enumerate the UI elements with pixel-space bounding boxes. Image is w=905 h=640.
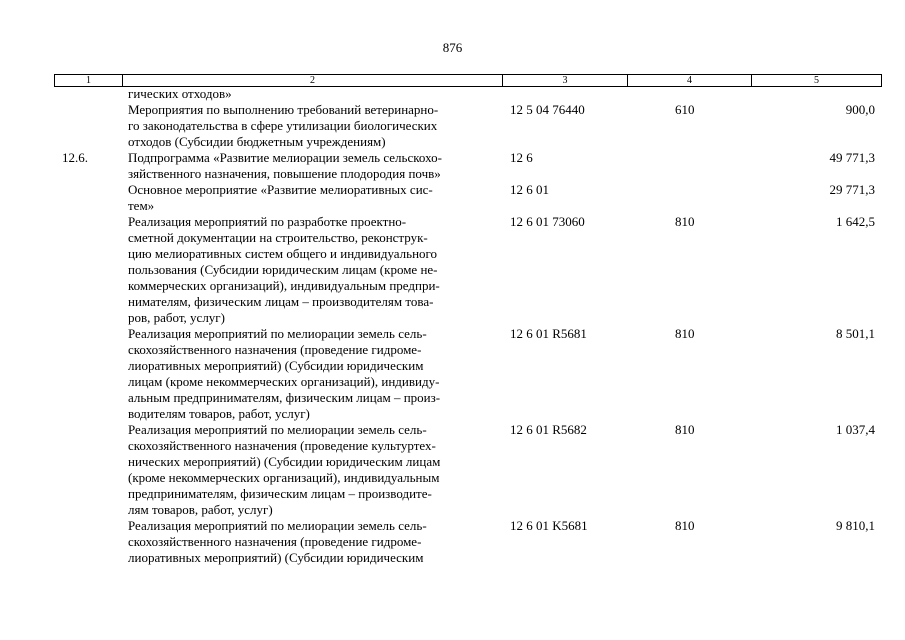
row-code <box>502 86 627 102</box>
row-expense-type <box>627 86 751 102</box>
row-amount: 1 642,5 <box>836 214 875 229</box>
row-amount: 8 501,1 <box>836 326 875 341</box>
description-line: Мероприятия по выполнению требований ветеринарно- <box>128 102 439 117</box>
row-number <box>54 102 122 150</box>
description-line: цию мелиоративных систем общего и индивидуального <box>128 246 438 261</box>
row-description <box>122 150 502 182</box>
row-code: 12 6 01 <box>510 182 549 197</box>
column-header-3: 3 <box>503 75 628 87</box>
table-row <box>54 182 881 214</box>
description-line: (кроме некоммерческих организаций), индивидуальным <box>128 470 440 485</box>
row-description <box>122 86 502 102</box>
row-amount: 49 771,3 <box>829 150 875 165</box>
row-expense-type: 810 <box>675 518 695 533</box>
row-code: 12 5 04 76440 <box>510 102 585 117</box>
column-header-row <box>55 75 882 87</box>
description-line: скохозяйственного назначения (проведение культуртех- <box>128 438 436 453</box>
row-amount: 900,0 <box>845 102 875 117</box>
description-line: тем» <box>128 198 155 213</box>
description-line: Реализация мероприятий по мелиорации земель сель- <box>128 326 427 341</box>
description-line: водителям товаров, работ, услуг) <box>128 406 310 421</box>
description-line: ров, работ, услуг) <box>128 310 225 325</box>
row-number <box>54 518 122 566</box>
row-expense-type: 610 <box>675 102 695 117</box>
table-row <box>54 214 881 326</box>
description-line: Подпрограмма «Развитие мелиорации земель сельскохо- <box>128 150 442 165</box>
row-amount: 9 810,1 <box>836 518 875 533</box>
description-line: Реализация мероприятий по мелиорации земель сель- <box>128 518 427 533</box>
table-row <box>54 422 881 518</box>
row-number <box>54 214 122 326</box>
row-code: 12 6 01 73060 <box>510 214 585 229</box>
row-code: 12 6 <box>510 150 533 165</box>
description-line: сметной документации на строительство, реконструк- <box>128 230 428 245</box>
description-line: скохозяйственного назначения (проведение гидроме- <box>128 342 422 357</box>
row-description <box>122 182 502 214</box>
row-number <box>54 326 122 422</box>
row-expense-type: 810 <box>675 326 695 341</box>
column-header-1: 1 <box>55 75 123 87</box>
description-line: Реализация мероприятий по разработке проектно- <box>128 214 407 229</box>
row-description <box>122 326 502 422</box>
description-line: коммерческих организаций), индивидуальным предпри- <box>128 278 440 293</box>
description-line: гических отходов» <box>128 86 232 101</box>
table-row <box>54 518 881 566</box>
table-row <box>54 150 881 182</box>
description-line: пользования (Субсидии юридическим лицам (кроме не- <box>128 262 438 277</box>
row-code: 12 6 01 R5682 <box>510 422 587 437</box>
row-amount: 1 037,4 <box>836 422 875 437</box>
row-number <box>54 182 122 214</box>
row-code: 12 6 01 R5681 <box>510 326 587 341</box>
budget-table <box>54 86 881 566</box>
description-line: лицам (кроме некоммерческих организаций), индивиду- <box>128 374 440 389</box>
row-number <box>54 86 122 102</box>
row-description <box>122 214 502 326</box>
row-code: 12 6 01 K5681 <box>510 518 588 533</box>
description-line: лиоративных мероприятий) (Субсидии юридическим <box>128 550 424 565</box>
table-row <box>54 326 881 422</box>
description-line: лиоративных мероприятий) (Субсидии юридическим <box>128 358 424 373</box>
description-line: го законодательства в сфере утилизации биологических <box>128 118 438 133</box>
row-description <box>122 518 502 566</box>
table-row <box>54 86 881 102</box>
row-amount <box>751 86 881 102</box>
column-header-5: 5 <box>752 75 882 87</box>
row-number <box>54 422 122 518</box>
description-line: Реализация мероприятий по мелиорации земель сель- <box>128 422 427 437</box>
column-header-2: 2 <box>123 75 503 87</box>
description-line: отходов (Субсидии бюджетным учреждениям) <box>128 134 386 149</box>
row-expense-type <box>627 150 751 182</box>
row-description <box>122 422 502 518</box>
row-expense-type: 810 <box>675 214 695 229</box>
description-line: нимателям, физическим лицам – производителям това- <box>128 294 434 309</box>
row-amount: 29 771,3 <box>829 182 875 197</box>
row-expense-type <box>627 182 751 214</box>
description-line: предпринимателям, физическим лицам – производите- <box>128 486 432 501</box>
column-header-4: 4 <box>628 75 752 87</box>
description-line: зяйственного назначения, повышение плодородия почв» <box>128 166 441 181</box>
row-number: 12.6. <box>62 150 88 165</box>
description-line: альным предпринимателям, физическим лицам – произ- <box>128 390 441 405</box>
description-line: Основное мероприятие «Развитие мелиоративных сис- <box>128 182 433 197</box>
description-line: нических мероприятий) (Субсидии юридическим лицам <box>128 454 441 469</box>
description-line: лям товаров, работ, услуг) <box>128 502 273 517</box>
page-number: 876 <box>442 40 463 55</box>
row-description <box>122 102 502 150</box>
row-expense-type: 810 <box>675 422 695 437</box>
description-line: скохозяйственного назначения (проведение гидроме- <box>128 534 422 549</box>
table-row <box>54 102 881 150</box>
